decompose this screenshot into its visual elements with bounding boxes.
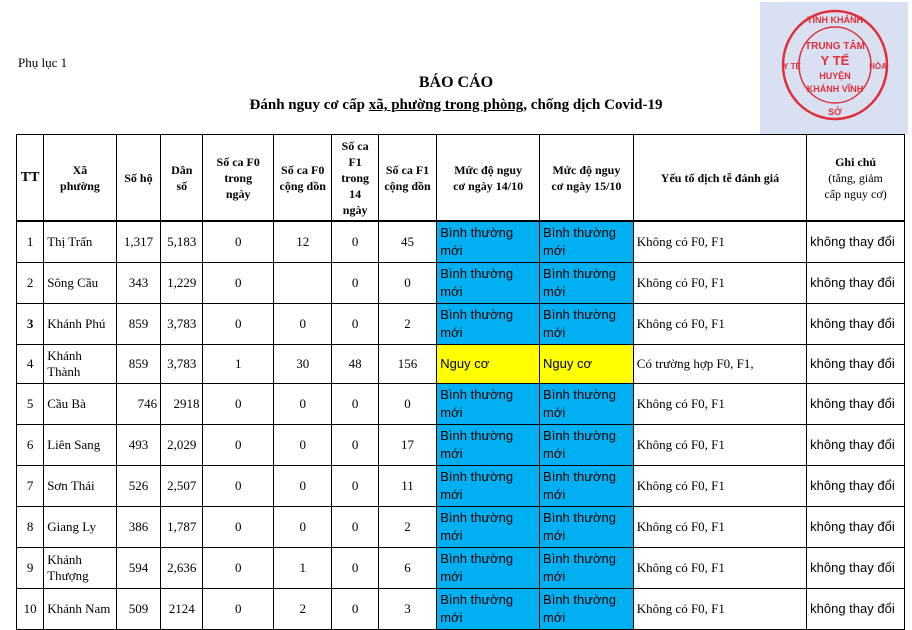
cell-level-1410: Bình thường mới [437, 589, 540, 630]
cell-commune: Thị Trấn [44, 221, 117, 263]
cell-note: không thay đổi [807, 548, 905, 589]
cell-households: 859 [116, 304, 160, 345]
table-row [17, 304, 905, 345]
cell-level-1510: Bình thường mới [540, 466, 634, 507]
cell-f0-total: 0 [273, 507, 331, 548]
cell-f1-total: 6 [378, 548, 436, 589]
cell-note: không thay đổi [807, 425, 905, 466]
table-row [17, 589, 905, 630]
table-row [17, 466, 905, 507]
cell-factor: Không có F0, F1 [633, 263, 806, 304]
cell-level-1410: Bình thường mới [437, 425, 540, 466]
cell-note: không thay đổi [807, 466, 905, 507]
cell-commune: Khánh Thượng [44, 548, 117, 589]
cell-tt: 10 [17, 589, 44, 630]
header-level-1410: Mức độ nguy cơ ngày 14/10 [437, 135, 540, 222]
cell-f1-14days: 0 [332, 507, 378, 548]
cell-tt: 6 [17, 425, 44, 466]
cell-households: 526 [116, 466, 160, 507]
cell-level-1510: Bình thường mới [540, 589, 634, 630]
cell-f1-total: 2 [378, 304, 436, 345]
cell-f0-total: 0 [273, 384, 331, 425]
cell-f0-total: 30 [273, 345, 331, 384]
cell-factor: Không có F0, F1 [633, 304, 806, 345]
cell-tt: 3 [17, 304, 44, 345]
cell-note: không thay đổi [807, 263, 905, 304]
cell-f0-today: 0 [203, 384, 274, 425]
svg-text:KHÁNH VĨNH: KHÁNH VĨNH [806, 84, 864, 94]
cell-population: 2918 [161, 384, 203, 425]
cell-level-1510: Bình thường mới [540, 304, 634, 345]
table-row [17, 384, 905, 425]
appendix-label: Phụ lục 1 [18, 55, 68, 70]
table-row [17, 263, 905, 304]
cell-note: không thay đổi [807, 304, 905, 345]
cell-f0-total: 0 [273, 304, 331, 345]
cell-f1-14days: 0 [332, 589, 378, 630]
header-note: Ghi chú (tăng, giảm cấp nguy cơ) [807, 135, 905, 222]
cell-factor: Có trường hợp F0, F1, [633, 345, 806, 384]
cell-commune: Giang Ly [44, 507, 117, 548]
cell-households: 343 [116, 263, 160, 304]
header-households: Số hộ [116, 135, 160, 222]
header-factor: Yếu tố dịch tễ đánh giá [633, 135, 806, 222]
cell-factor: Không có F0, F1 [633, 589, 806, 630]
cell-tt: 7 [17, 466, 44, 507]
cell-population: 3,783 [161, 304, 203, 345]
cell-level-1510: Bình thường mới [540, 221, 634, 263]
cell-f0-today: 0 [203, 263, 274, 304]
cell-population: 2,029 [161, 425, 203, 466]
risk-assessment-table [16, 134, 905, 630]
header-population: Dân số [161, 135, 203, 222]
cell-households: 746 [116, 384, 160, 425]
cell-commune: Liên Sang [44, 425, 117, 466]
header-commune: Xã phường [44, 135, 117, 222]
cell-level-1410: Nguy cơ [437, 345, 540, 384]
cell-households: 386 [116, 507, 160, 548]
cell-tt: 2 [17, 263, 44, 304]
subtitle-part-3: chống dịch Covid-19 [527, 97, 663, 113]
cell-factor: Không có F0, F1 [633, 548, 806, 589]
cell-factor: Không có F0, F1 [633, 466, 806, 507]
cell-f1-14days: 0 [332, 384, 378, 425]
cell-f0-today: 0 [203, 507, 274, 548]
cell-population: 5,183 [161, 221, 203, 263]
cell-f1-total: 0 [378, 384, 436, 425]
cell-level-1510: Nguy cơ [540, 345, 634, 384]
table-body [17, 221, 905, 630]
cell-f0-today: 0 [203, 221, 274, 263]
table-row [17, 507, 905, 548]
cell-level-1410: Bình thường mới [437, 507, 540, 548]
cell-factor: Không có F0, F1 [633, 425, 806, 466]
cell-households: 493 [116, 425, 160, 466]
cell-tt: 4 [17, 345, 44, 384]
cell-f0-total: 2 [273, 589, 331, 630]
cell-f1-total: 2 [378, 507, 436, 548]
cell-commune: Sơn Thái [44, 466, 117, 507]
svg-text:HÒA: HÒA [869, 62, 887, 71]
cell-tt: 5 [17, 384, 44, 425]
cell-f0-today: 0 [203, 589, 274, 630]
cell-f1-14days: 0 [332, 548, 378, 589]
cell-tt: 1 [17, 221, 44, 263]
cell-f0-today: 0 [203, 466, 274, 507]
cell-factor: Không có F0, F1 [633, 507, 806, 548]
cell-population: 2,507 [161, 466, 203, 507]
header-f0-total: Số ca F0 cộng dồn [273, 135, 331, 222]
cell-note: không thay đổi [807, 384, 905, 425]
cell-commune: Khánh Nam [44, 589, 117, 630]
header-level-1510: Mức độ nguy cơ ngày 15/10 [540, 135, 634, 222]
header-f1-total: Số ca F1 cộng dồn [378, 135, 436, 222]
stamp-area [760, 2, 908, 134]
table-row [17, 221, 905, 263]
cell-f1-total: 45 [378, 221, 436, 263]
cell-households: 594 [116, 548, 160, 589]
cell-commune: Sông Cầu [44, 263, 117, 304]
cell-f0-today: 1 [203, 345, 274, 384]
cell-f0-total: 1 [273, 548, 331, 589]
cell-f0-total: 12 [273, 221, 331, 263]
cell-households: 859 [116, 345, 160, 384]
cell-note: không thay đổi [807, 507, 905, 548]
header-f1-14days: Số ca F1 trong 14 ngày [332, 135, 378, 222]
cell-population: 2,636 [161, 548, 203, 589]
svg-text:HUYỆN: HUYỆN [819, 71, 851, 81]
cell-f0-total [273, 263, 331, 304]
cell-level-1510: Bình thường mới [540, 263, 634, 304]
cell-level-1510: Bình thường mới [540, 384, 634, 425]
cell-note: không thay đổi [807, 345, 905, 384]
subtitle-part-2: xã, phường trong phòng, [368, 97, 528, 113]
cell-level-1410: Bình thường mới [437, 263, 540, 304]
cell-population: 2124 [161, 589, 203, 630]
cell-f0-today: 0 [203, 304, 274, 345]
cell-f1-total: 0 [378, 263, 436, 304]
cell-factor: Không có F0, F1 [633, 384, 806, 425]
cell-f1-total: 156 [378, 345, 436, 384]
cell-level-1510: Bình thường mới [540, 548, 634, 589]
header-f0-today: Số ca F0 trong ngày [203, 135, 274, 222]
cell-population: 1,787 [161, 507, 203, 548]
subtitle-part-1: Đánh nguy cơ cấp [249, 97, 369, 113]
table-row [17, 548, 905, 589]
cell-level-1410: Bình thường mới [437, 384, 540, 425]
cell-f1-14days: 48 [332, 345, 378, 384]
cell-tt: 9 [17, 548, 44, 589]
cell-level-1410: Bình thường mới [437, 304, 540, 345]
cell-commune: Khánh Phú [44, 304, 117, 345]
svg-text:Y TẾ: Y TẾ [783, 62, 801, 71]
cell-level-1510: Bình thường mới [540, 425, 634, 466]
cell-households: 509 [116, 589, 160, 630]
header-tt: TT [17, 135, 44, 222]
cell-f1-14days: 0 [332, 263, 378, 304]
svg-text:Y TẾ: Y TẾ [820, 53, 850, 68]
report-title: BÁO CÁO [418, 74, 494, 91]
svg-text:TRUNG TÂM: TRUNG TÂM [805, 41, 865, 52]
cell-level-1410: Bình thường mới [437, 548, 540, 589]
cell-commune: Khánh Thành [44, 345, 117, 384]
cell-note: không thay đổi [807, 589, 905, 630]
cell-f1-total: 17 [378, 425, 436, 466]
cell-population: 3,783 [161, 345, 203, 384]
table-row [17, 345, 905, 384]
cell-factor: Không có F0, F1 [633, 221, 806, 263]
svg-text:TỈNH KHÁNH: TỈNH KHÁNH [807, 15, 863, 25]
table-row [17, 425, 905, 466]
cell-level-1410: Bình thường mới [437, 221, 540, 263]
cell-f1-14days: 0 [332, 425, 378, 466]
svg-text:SỞ: SỞ [828, 107, 842, 117]
cell-f1-14days: 0 [332, 466, 378, 507]
cell-f0-total: 0 [273, 425, 331, 466]
cell-f0-today: 0 [203, 425, 274, 466]
cell-level-1410: Bình thường mới [437, 466, 540, 507]
cell-note: không thay đổi [807, 221, 905, 263]
cell-f1-total: 11 [378, 466, 436, 507]
cell-f0-total: 0 [273, 466, 331, 507]
cell-commune: Cầu Bà [44, 384, 117, 425]
cell-households: 1,317 [116, 221, 160, 263]
cell-f1-14days: 0 [332, 221, 378, 263]
table-header-row [17, 135, 905, 222]
cell-f0-today: 0 [203, 548, 274, 589]
cell-level-1510: Bình thường mới [540, 507, 634, 548]
cell-population: 1,229 [161, 263, 203, 304]
official-seal-stamp [778, 7, 892, 123]
cell-tt: 8 [17, 507, 44, 548]
cell-f1-total: 3 [378, 589, 436, 630]
cell-f1-14days: 0 [332, 304, 378, 345]
